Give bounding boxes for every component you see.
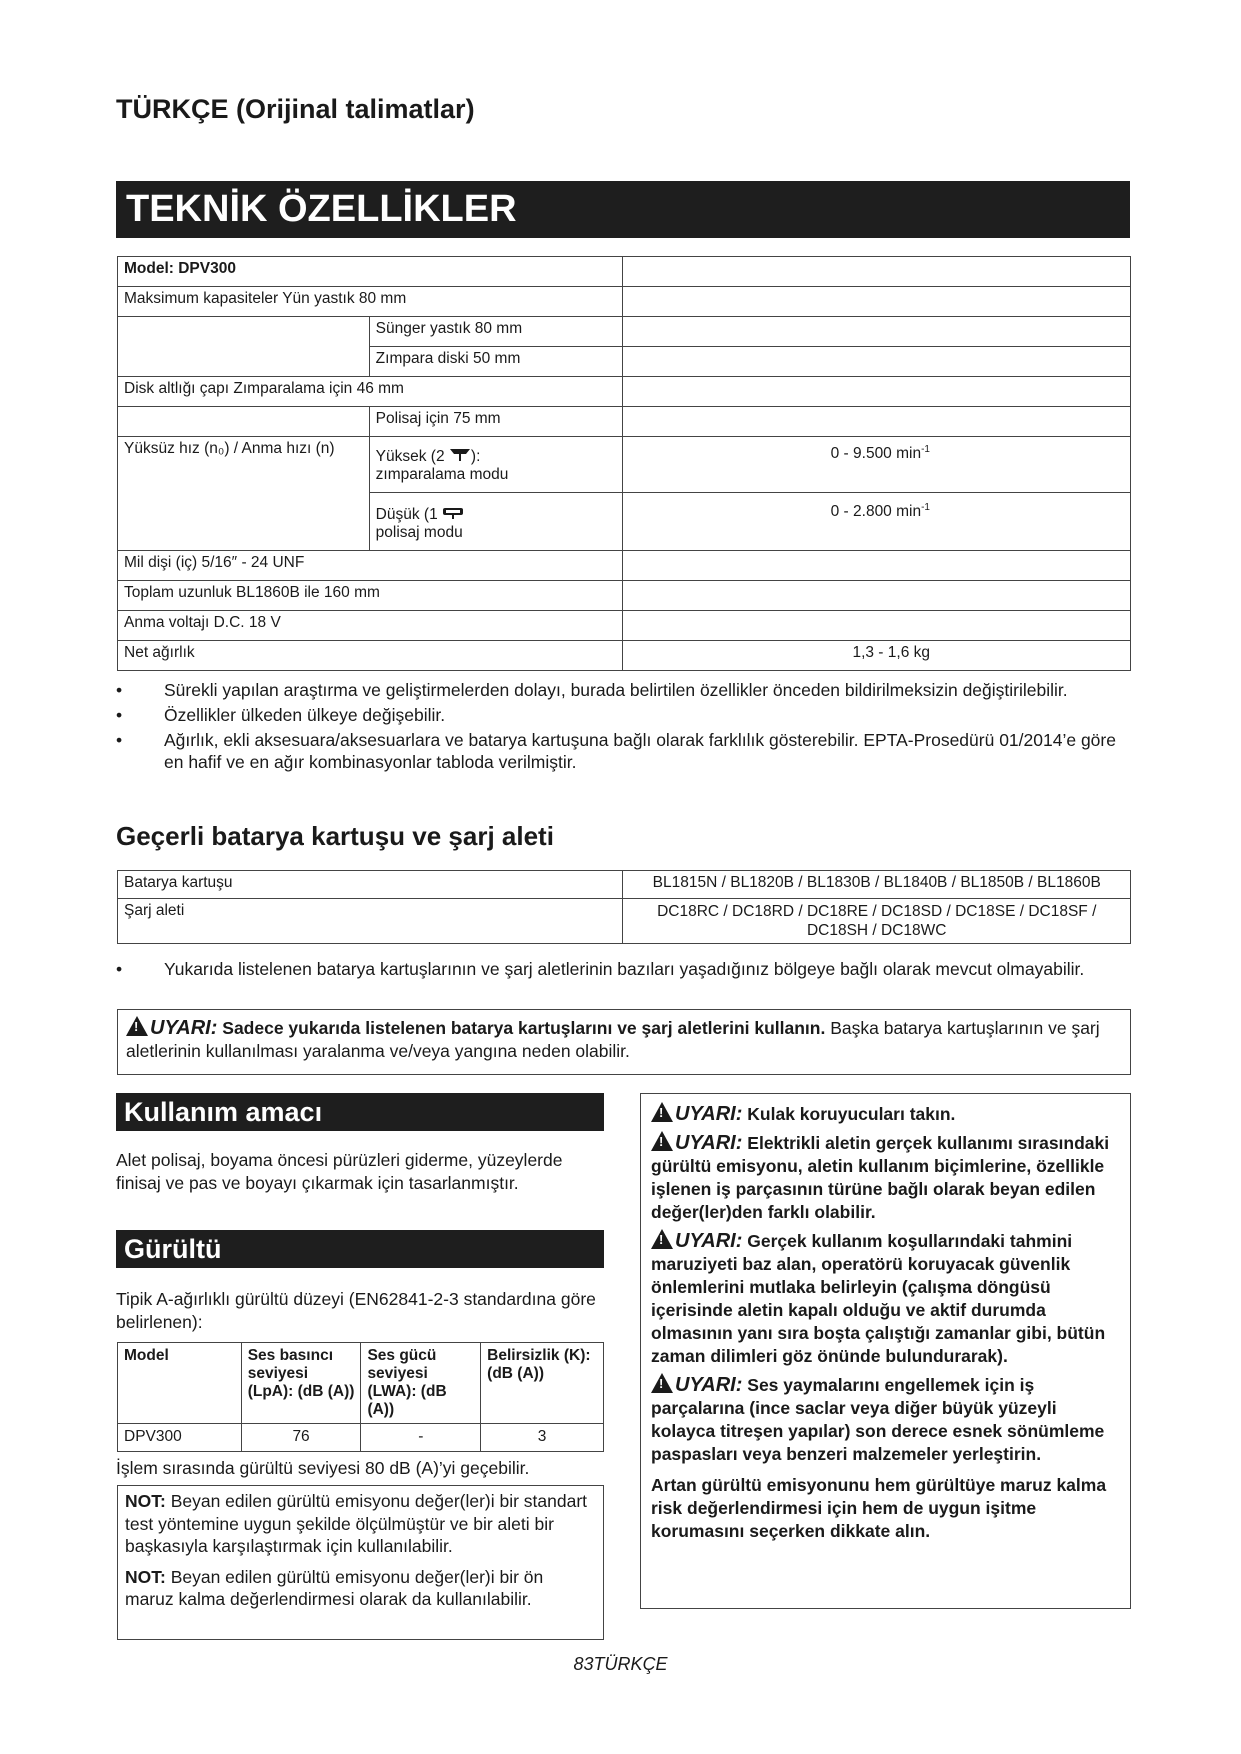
noise-cell-uncertainty: 3 xyxy=(481,1424,604,1452)
spec-note: • Ağırlık, ekli aksesuara/aksesuarlara ve batarya kartuşuna bağlı olarak farklılık gösterebilir. EPTA-Prosedürü 01/2014’e göre en hafif ve en ağır kombinasyonlar tabloda verilmiştir. xyxy=(116,729,1126,773)
noise-warning-1: !UYARI: Kulak koruyucuları takın. xyxy=(651,1102,1120,1126)
noise-warning-4: !UYARI: Ses yaymalarını engellemek için iş parçalarına (ince saclar veya diğer büyük yüzeyli kolayca titreşen yapılar) son derece esnek sönümleme paspasları veya benzeri malzemeler yerleştirin. xyxy=(651,1373,1120,1466)
noise-banner: Gürültü xyxy=(116,1230,604,1268)
spec-sanding-disc: Zımpara diski 50 mm xyxy=(369,347,623,377)
battery-value: BL1815N / BL1820B / BL1830B / BL1840B / BL1850B / BL1860B xyxy=(623,871,1131,899)
spec-max-capacity: Maksimum kapasiteler Yün yastık 80 mm xyxy=(118,287,623,317)
sanding-pad-icon xyxy=(449,448,471,462)
noise-header-pressure: Ses basıncı seviyesi (LpA): (dB (A)) xyxy=(241,1343,361,1424)
spec-speed-high: Yüksek (2 ): zımparalama modu xyxy=(369,437,623,493)
noise-note-1: NOT: Beyan edilen gürültü emisyonu değer(ler)i bir standart test yöntemine uygun şekilde ölçülmüştür ve bir aleti bir başkasıyla karşılaştırmak için kullanılabilir. xyxy=(125,1491,588,1556)
spec-disc-diameter: Disk altlığı çapı Zımparalama için 46 mm xyxy=(118,377,623,407)
noise-cell-pressure: 76 xyxy=(241,1424,361,1452)
page-number: 83TÜRKÇE xyxy=(573,1654,668,1674)
noise-note-box xyxy=(117,1485,604,1640)
battery-note: • Yukarıda listelenen batarya kartuşlarının ve şarj aletlerinin bazıları yaşadığınız bölgeye bağlı olarak mevcut olmayabilir. xyxy=(116,958,1126,980)
spec-note: • Sürekli yapılan araştırma ve geliştirmelerden dolayı, burada belirtilen özellikler önceden bildirilmeksizin değiştirilebilir. xyxy=(116,679,1126,701)
intended-use-text: Alet polisaj, boyama öncesi pürüzleri giderme, yüzeylerde finisaj ve pas ve boyayı çıkarmak için tasarlanmıştır. xyxy=(116,1150,563,1193)
noise-table xyxy=(117,1342,604,1452)
battery-table xyxy=(117,870,1131,944)
noise-warning-box xyxy=(640,1093,1131,1609)
spec-overall-length: Toplam uzunluk BL1860B ile 160 mm xyxy=(118,581,623,611)
noise-note-2: NOT: Beyan edilen gürültü emisyonu değer(ler)i bir ön maruz kalma değerlendirmesi olarak da kullanılabilir. xyxy=(125,1566,544,1609)
noise-cell-model: DPV300 xyxy=(118,1424,242,1452)
noise-header-uncertainty: Belirsizlik (K): (dB (A)) xyxy=(481,1343,604,1424)
battery-warning-box: !UYARI: Sadece yukarıda listelenen batarya kartuşlarını ve şarj aletlerini kullanın. Başka batarya kartuşlarının ve şarj aletlerinin kullanılması yaralanma ve/veya yangına neden olabilir. xyxy=(117,1009,1131,1075)
noise-cell-power: - xyxy=(361,1424,481,1452)
charger-label: Şarj aleti xyxy=(118,899,623,944)
battery-section-title: Geçerli batarya kartuşu ve şarj aleti xyxy=(116,821,554,851)
spec-table xyxy=(117,256,1131,671)
spec-notes xyxy=(116,679,1126,776)
spec-sponge-pad: Sünger yastık 80 mm xyxy=(369,317,623,347)
warning-icon xyxy=(126,1016,148,1036)
spec-net-weight-value: 1,3 - 1,6 kg xyxy=(623,641,1131,671)
noise-intro: Tipik A-ağırlıklı gürültü düzeyi (EN62841-2-3 standardına göre belirlenen): xyxy=(116,1289,596,1332)
spec-net-weight-label: Net ağırlık xyxy=(118,641,623,671)
spec-spindle-thread: Mil dişi (iç) 5/16″ - 24 UNF xyxy=(118,551,623,581)
battery-note-list xyxy=(116,958,1126,983)
spec-model: Model: DPV300 xyxy=(118,257,623,287)
spec-speed-low-value: 0 - 2.800 $\min^{-1}$ xyxy=(623,493,1131,551)
noise-header-power: Ses gücü seviyesi (LWA): (dB (A)) xyxy=(361,1343,481,1424)
spec-empty xyxy=(623,257,1131,287)
spec-speed-low: Düşük (1 polisaj modu xyxy=(369,493,623,551)
spec-speed-label: Yüksüz hız (n₀) / Anma hızı (n) xyxy=(118,437,370,493)
spec-rated-voltage: Anma voltajı D.C. 18 V xyxy=(118,611,623,641)
battery-label: Batarya kartuşu xyxy=(118,871,623,899)
spec-polish-diameter: Polisaj için 75 mm xyxy=(369,407,623,437)
noise-warning-2: !UYARI: Elektrikli aletin gerçek kullanımı sırasındaki gürültü emisyonu, aletin kullanım biçimlerine, özellikle işlenen iş parçasının türüne bağlı olarak beyan edilen değer(ler)den farklı olabilir. xyxy=(651,1131,1120,1224)
noise-header-model: Model xyxy=(118,1343,242,1424)
page-language-title: TÜRKÇE (Orijinal talimatlar) xyxy=(116,94,475,124)
warning-icon xyxy=(651,1102,673,1122)
polishing-pad-icon xyxy=(442,506,464,520)
charger-value: DC18RC / DC18RD / DC18RE / DC18SD / DC18SE / DC18SF / DC18SH / DC18WC xyxy=(623,899,1131,944)
warning-icon xyxy=(651,1131,673,1151)
intended-use-banner: Kullanım amacı xyxy=(116,1093,604,1131)
warning-icon xyxy=(651,1373,673,1393)
noise-exceed-text: İşlem sırasında gürültü seviyesi 80 dB (A)’yi geçebilir. xyxy=(116,1458,530,1478)
spec-section-banner: TEKNİK ÖZELLİKLER xyxy=(116,181,1130,238)
spec-speed-high-value: 0 - 9.500 $\min^{-1}$ xyxy=(623,437,1131,493)
noise-warning-3: !UYARI: Gerçek kullanım koşullarındaki tahmini maruziyeti baz alan, operatörü koruyacak güvenlik önlemlerini mutlaka belirleyin (çalışma döngüsü içerisinde aletin kapalı olduğu ve aktif durumda olmasının yanı sıra boşta çalıştığı zamanlar gibi, bütün zaman dilimleri göz önünde bulundurarak). xyxy=(651,1229,1120,1368)
warning-icon xyxy=(651,1229,673,1249)
spec-note: • Özellikler ülkeden ülkeye değişebilir. xyxy=(116,704,1126,726)
noise-warning-final: Artan gürültü emisyonunu hem gürültüye maruz kalma risk değerlendirmesi için hem de uygun işitme korumasını seçerken dikkate alın. xyxy=(651,1475,1107,1541)
